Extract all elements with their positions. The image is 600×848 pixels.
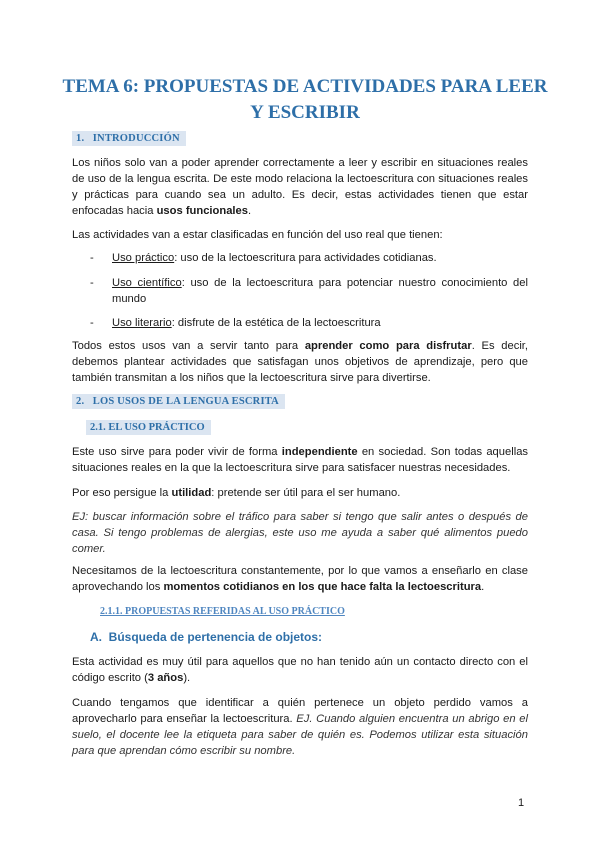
paragraph-usos: Todos estos usos van a servir tanto para aprender como para disfrutar. Es decir, debemos plantear actividades que satisfagan unos objetivos de aprendizaje, pero que también transmitan a los niños que la lectoescritura sirve para divertirse. <box>72 340 529 384</box>
heading-usos-lengua: 2. LOS USOS DE LA LENGUA ESCRITA <box>72 394 285 409</box>
list-item: - Uso científico: uso de la lectoescritura para potenciar nuestro conocimiento del mundo <box>90 277 528 305</box>
document-title: TEMA 6: PROPUESTAS DE ACTIVIDADES PARA LEER Y ESCRIBIR <box>62 76 548 123</box>
paragraph-momentos-cotidianos: Necesitamos de la lectoescritura constantemente, por lo que vamos a enseñarlo en clase aprovechando los momentos cotidianos en los que hace falta la lectoescritura. <box>72 565 528 593</box>
paragraph-intro: Los niños solo van a poder aprender correctamente a leer y escribir en situaciones reales de uso de la lengua escrita. De este modo relaciona la lectoescritura con situaciones reales y prácticas para cuando sea un adulto. Es decir, estas actividades tienen que estar enfocadas hacia usos funcionales. <box>72 157 528 217</box>
paragraph-objeto-perdido: Cuando tengamos que identificar a quién pertenece un objeto perdido vamos a aprovecharlo para enseñar la lectoescritura. EJ. Cuando alguien encuentra un abrigo en el suelo, el docente lee la etiqueta para saber de quién es. Podemos utilizar esta situación para que aprendan cómo escribir su nombre. <box>72 697 528 757</box>
heading-busqueda-pertenencia: A. Búsqueda de pertenencia de objetos: <box>90 630 323 644</box>
page-number: 1 <box>518 797 525 809</box>
paragraph-ejemplo-trafico: EJ: buscar información sobre el tráfico para saber si tengo que salir antes o después de casa. Si tengo problemas de alergias, este uso me ayuda a saber qué alimentos puedo comer. <box>72 511 528 555</box>
paragraph-utilidad: Por eso persigue la utilidad: pretende ser útil para el ser humano. <box>72 487 401 499</box>
list-item: - Uso literario: disfrute de la estética de la lectoescritura <box>90 317 381 329</box>
paragraph-actividad-3-anos: Esta actividad es muy útil para aquellos que no han tenido aún un contacto directo con el código escrito (3 años). <box>72 656 528 684</box>
heading-propuestas-uso-practico: 2.1.1. PROPUESTAS REFERIDAS AL USO PRÁCTICO <box>100 606 345 617</box>
list-item: - Uso práctico: uso de la lectoescritura para actividades cotidianas. <box>90 252 437 264</box>
heading-uso-practico: 2.1. EL USO PRÁCTICO <box>86 420 211 435</box>
paragraph-uso-practico: Este uso sirve para poder vivir de forma independiente en sociedad. Son todas aquellas situaciones reales en la que la lectoescritura sirve para satisfacer nuestras necesidades. <box>72 446 529 474</box>
paragraph-clasificacion: Las actividades van a estar clasificadas en función del uso real que tienen: <box>72 229 443 241</box>
heading-introduccion: 1. INTRODUCCIÓN <box>72 131 186 146</box>
